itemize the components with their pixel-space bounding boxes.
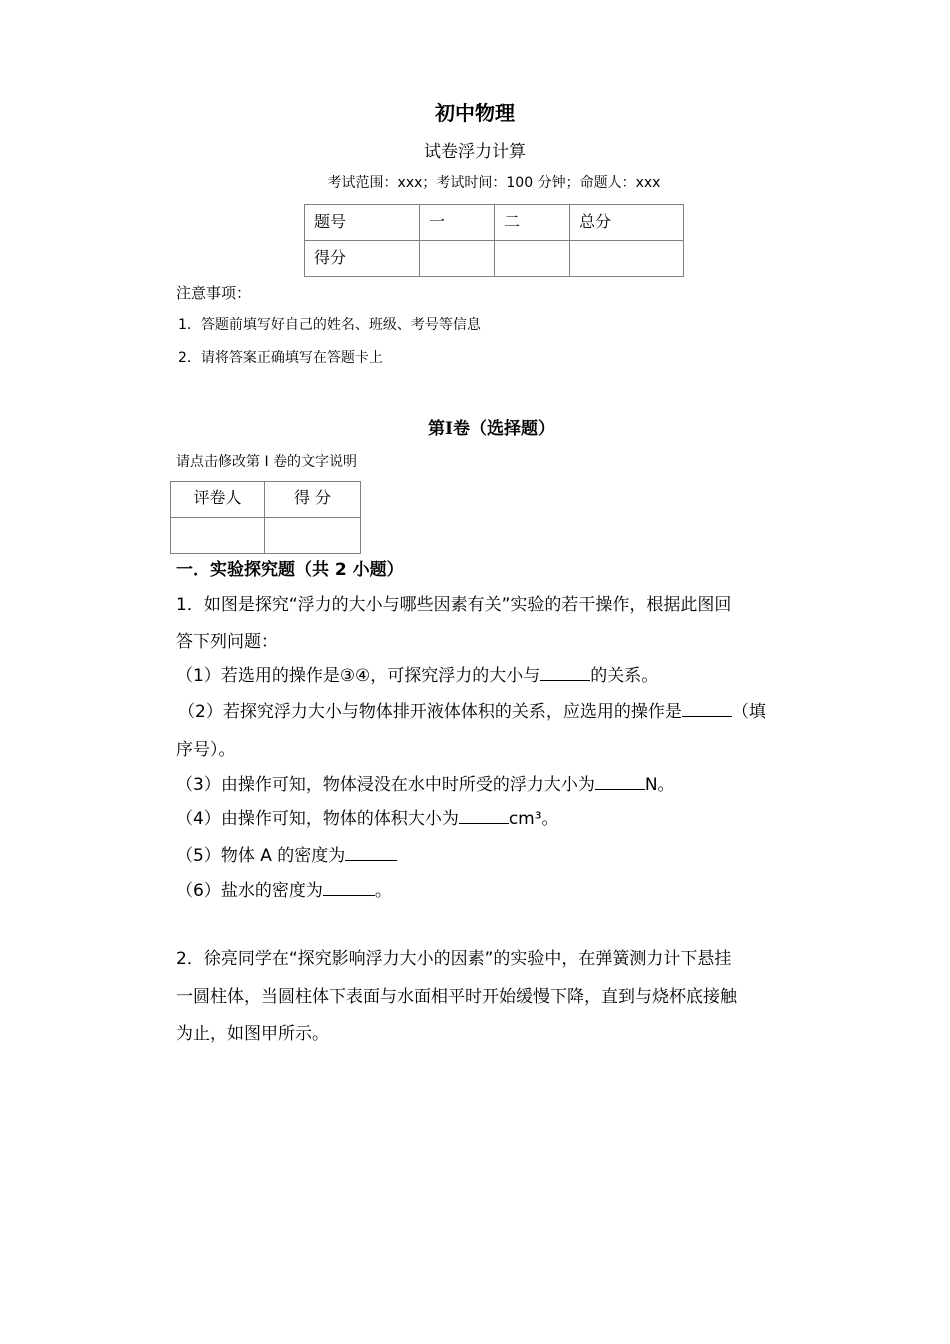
grader-table-cell: 评卷人 [171,482,265,518]
notes-title: 注意事项： [176,284,252,302]
question1-stem-line2: 答下列问题： [176,632,278,652]
grader-table-value-row [171,518,361,554]
answer-blank[interactable] [323,877,375,896]
score-table-cell: 一 [420,205,495,241]
answer-blank[interactable] [459,805,509,824]
grader-table-header-row [171,482,361,518]
question2-line3: 为止，如图甲所示。 [176,1024,329,1044]
score-table-score-row [305,241,684,277]
question1-sub1: （1）若选用的操作是③④，可探究浮力的大小与 的关系。 [176,661,658,686]
exam-meta: 考试范围：xxx；考试时间：100 分钟；命题人：xxx [327,175,661,191]
note-item: 2．请将答案正确填写在答题卡上 [178,350,383,366]
page-title: 初中物理 [435,101,515,125]
part-title: 一．实验探究题（共 2 小题） [176,560,404,580]
section-description: 请点击修改第 I 卷的文字说明 [176,454,358,470]
question1-stem-line1: 1．如图是探究“浮力的大小与哪些因素有关”实验的若干操作，根据此图回 [176,595,732,615]
score-table-cell: 题号 [305,205,420,241]
note-item: 1．答题前填写好自己的姓名、班级、考号等信息 [178,317,481,333]
question1-sub4: （4）由操作可知，物体的体积大小为 cm³。 [176,804,559,829]
question2-line2: 一圆柱体，当圆柱体下表面与水面相平时开始缓慢下降，直到与烧杯底接触 [176,987,737,1007]
score-table-cell: 二 [495,205,570,241]
question1-sub5: （5）物体 A 的密度为 [176,841,397,866]
page-subtitle: 试卷浮力计算 [424,142,526,162]
grader-table-cell[interactable] [265,518,361,554]
question1-sub3: （3）由操作可知，物体浸没在水中时所受的浮力大小为 N。 [176,770,675,795]
question2-line1: 2．徐亮同学在“探究影响浮力大小的因素”的实验中，在弹簧测力计下悬挂 [176,949,732,969]
question1-sub2-line2: 序号）。 [176,740,236,760]
answer-blank[interactable] [682,698,732,717]
score-table-cell: 总分 [570,205,684,241]
section-title: 第Ⅰ卷（选择题） [428,419,555,439]
score-table-cell[interactable] [420,241,495,277]
score-table [304,204,684,277]
grader-table-cell[interactable] [171,518,265,554]
answer-blank[interactable] [345,842,397,861]
grader-table [170,481,361,554]
answer-blank[interactable] [595,771,645,790]
answer-blank[interactable] [540,662,590,681]
score-table-cell[interactable] [495,241,570,277]
question1-sub6: （6）盐水的密度为 。 [176,876,392,901]
grader-table-cell: 得 分 [265,482,361,518]
score-table-cell: 得分 [305,241,420,277]
score-table-header-row [305,205,684,241]
question1-sub2: （2）若探究浮力大小与物体排开液体体积的关系，应选用的操作是 （填 [178,697,766,722]
score-table-cell[interactable] [570,241,684,277]
